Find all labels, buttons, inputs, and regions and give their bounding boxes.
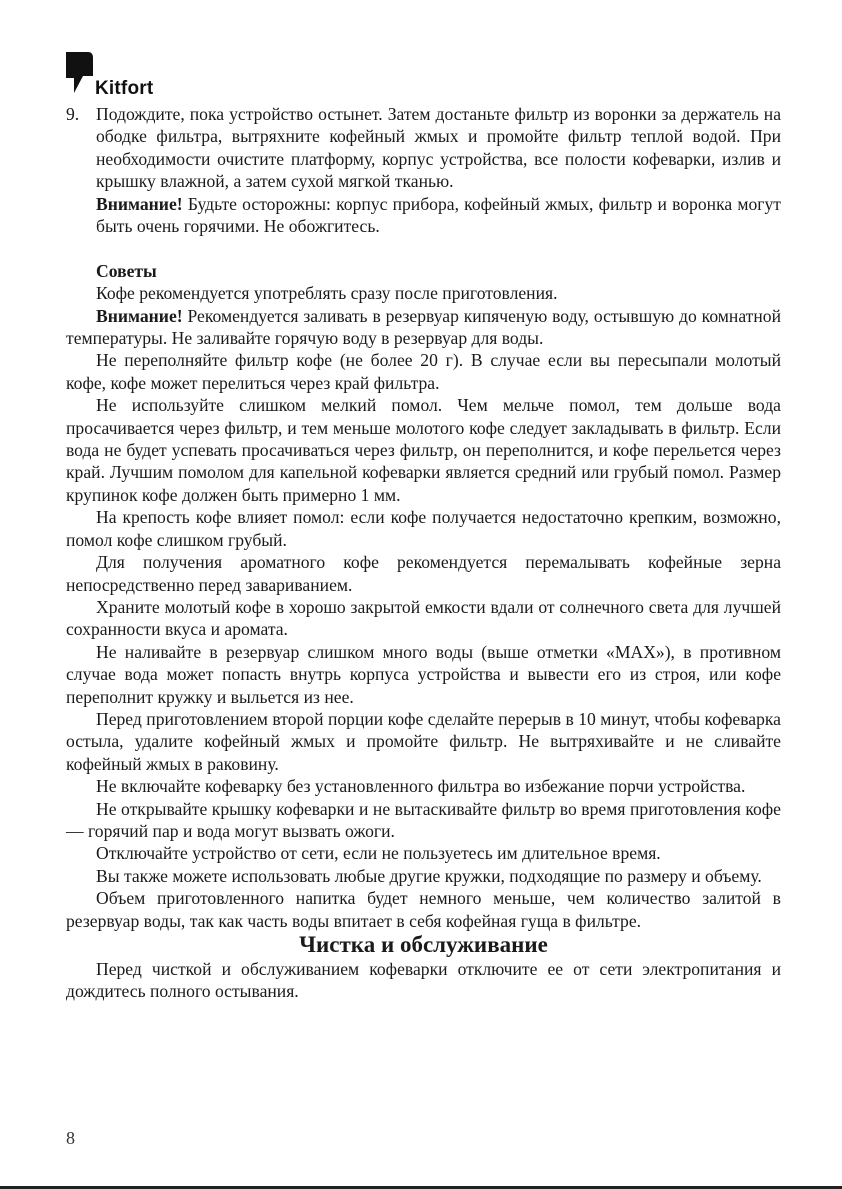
brand-logo: [66, 52, 226, 102]
paragraph: Не переполняйте фильтр кофе (не более 20 г). В случае если вы пересыпали молотый кофе, кофе может перелиться через край фильтра.: [66, 350, 781, 393]
warning-paragraph: [66, 305, 781, 350]
list-item-9: [66, 103, 781, 237]
warning-label: Внимание!: [96, 193, 183, 214]
paragraph: Кофе рекомендуется употреблять сразу после приготовления.: [96, 283, 558, 304]
paragraph: Подождите, пока устройство остынет. Затем достаньте фильтр из воронки за держатель на ободке фильтра, вытряхните кофейный жмых и промойте фильтр теплой водой. При необходимости очистите платформу, корпус устройства, все полости кофеварки, излив и крышку влажной, а затем сухой мягкой тканью.: [96, 104, 781, 192]
warning-text: Рекомендуется заливать в резервуар кипяченую воду, остывшую до комнатной температуры. Не заливайте горячую воду в резервуар для воды.: [66, 305, 781, 349]
paragraph: Вы также можете использовать любые другие кружки, подходящие по размеру и объему.: [96, 865, 762, 886]
list-item-number: 9.: [66, 104, 80, 124]
section-heading: Чистка и обслуживание: [299, 932, 548, 958]
tips-heading: Советы: [96, 260, 157, 281]
page-content: [66, 103, 781, 1003]
paragraph: Не используйте слишком мелкий помол. Чем мельче помол, тем дольше вода просачивается через фильтр, и тем меньше молотого кофе следует закладывать в фильтр. Если вода не будет успевать просачиваться через фильтр, он переполнится, и кофе перельется через край. Лучшим помолом для капельной кофеварки является средний или грубый помол. Размер крупинок кофе должен быть примерно 1 мм.: [66, 395, 781, 505]
warning-text: Будьте осторожны: корпус прибора, кофейный жмых, фильтр и воронка могут быть очень горячими. Не обожгитесь.: [96, 193, 781, 237]
paragraph: Не открывайте крышку кофеварки и не вытаскивайте фильтр во время приготовления кофе — горячий пар и вода могут вызвать ожоги.: [66, 798, 781, 841]
paragraph: Перед приготовлением второй порции кофе сделайте перерыв в 10 минут, чтобы кофеварка остыла, удалите кофейный жмых и промойте фильтр. Не вытряхивайте и не сливайте кофейный жмых в раковину.: [66, 708, 781, 774]
page-number: 8: [66, 1128, 75, 1148]
brand-name: Kitfort: [95, 78, 154, 99]
kitfort-logo-icon: [66, 52, 94, 102]
warning-label: Внимание!: [96, 305, 183, 326]
paragraph: Отключайте устройство от сети, если не пользуетесь им длительное время.: [96, 843, 661, 864]
paragraph: Не наливайте в резервуар слишком много воды (выше отметки «MAX»), в противном случае вода может попасть внутрь корпуса устройства и вывести его из строя, или кофе переполнит кружку и выльется из нее.: [66, 641, 781, 707]
paragraph: На крепость кофе влияет помол: если кофе получается недостаточно крепким, возможно, помол кофе слишком грубый.: [66, 507, 781, 550]
spacer: [66, 237, 781, 259]
paragraph: Храните молотый кофе в хорошо закрытой емкости вдали от солнечного света для лучшей сохранности вкуса и аромата.: [66, 596, 781, 640]
paragraph: Для получения ароматного кофе рекомендуется перемалывать кофейные зерна непосредственно перед завариванием.: [66, 552, 781, 595]
paragraph: Объем приготовленного напитка будет немного меньше, чем количество залитой в резервуар воды, так как часть воды впитает в себя кофейная гуща в фильтре.: [66, 888, 781, 931]
paragraph: Перед чисткой и обслуживанием кофеварки отключите ее от сети электропитания и дождитесь полного остывания.: [66, 959, 781, 1002]
paragraph: Не включайте кофеварку без установленного фильтра во избежание порчи устройства.: [96, 776, 746, 797]
warning-paragraph: [96, 193, 781, 238]
